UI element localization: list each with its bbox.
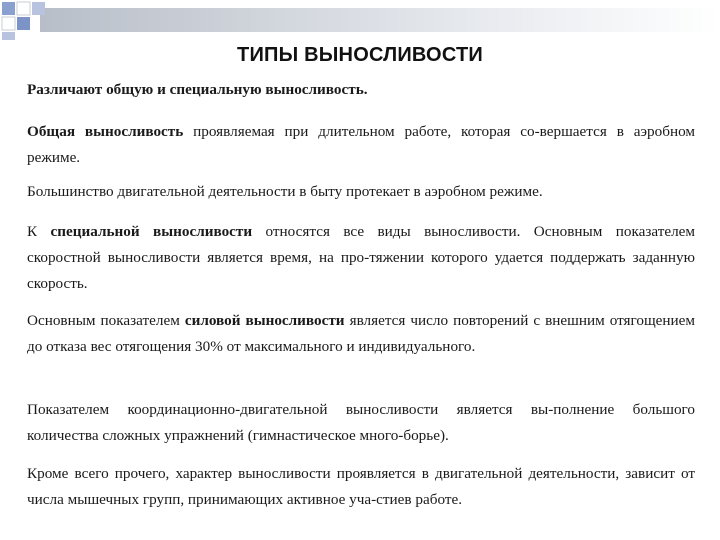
special-endurance-text: относятся все виды выносливости. Основным показателем скоростной выносливости является время, на про-тяжении которого удается поддержать заданную скорость. [27, 223, 696, 292]
strength-endurance-term: силовой выносливости [184, 312, 345, 329]
decor-square-3 [32, 2, 45, 15]
decor-square-5 [17, 17, 30, 30]
strength-endurance-text: является число повторений с внешним отягощением до отказа вес отягощения 30% от максимального и индивидуального. [27, 312, 696, 355]
paragraph-coordination-endurance [27, 397, 695, 449]
paragraph-general-endurance [27, 119, 695, 171]
paragraph-aerobic [27, 179, 695, 205]
general-endurance-term: Общая выносливость [27, 123, 184, 140]
coordination-endurance-text: Показателем координационно-двигательной выносливости является вы-полнение большого количества сложных упражнений (гимнастическое много-борье). [27, 401, 695, 444]
decor-square-2 [17, 2, 30, 15]
decor-square-6 [2, 32, 15, 40]
strength-endurance-lead: Основным показателем [27, 312, 185, 329]
paragraph-strength-endurance [27, 308, 695, 360]
other-factors-text: Кроме всего прочего, характер выносливости проявляется в двигательной деятельности, зависит от числа мышечных групп, принимающих активное уча-стиев работе. [27, 465, 695, 508]
paragraph-special-endurance [27, 219, 695, 297]
intro-text: Различают общую и специальную выносливость. [27, 81, 368, 98]
header-decoration [0, 0, 720, 40]
special-endurance-term: специальной выносливости [50, 223, 253, 240]
paragraph-intro [27, 80, 695, 100]
special-endurance-lead: К [27, 223, 51, 240]
page-title: ТИПЫ ВЫНОСЛИВОСТИ [237, 44, 483, 66]
general-endurance-text: проявляемая при длительном работе, которая со-вершается в аэробном режиме. [27, 123, 695, 166]
paragraph-other-factors [27, 461, 695, 513]
decor-square-4 [2, 17, 15, 30]
aerobic-text: Большинство двигательной деятельности в быту протекает в аэробном режиме. [27, 183, 543, 200]
decor-square-1 [2, 2, 15, 15]
header-gradient-bar [40, 8, 720, 32]
